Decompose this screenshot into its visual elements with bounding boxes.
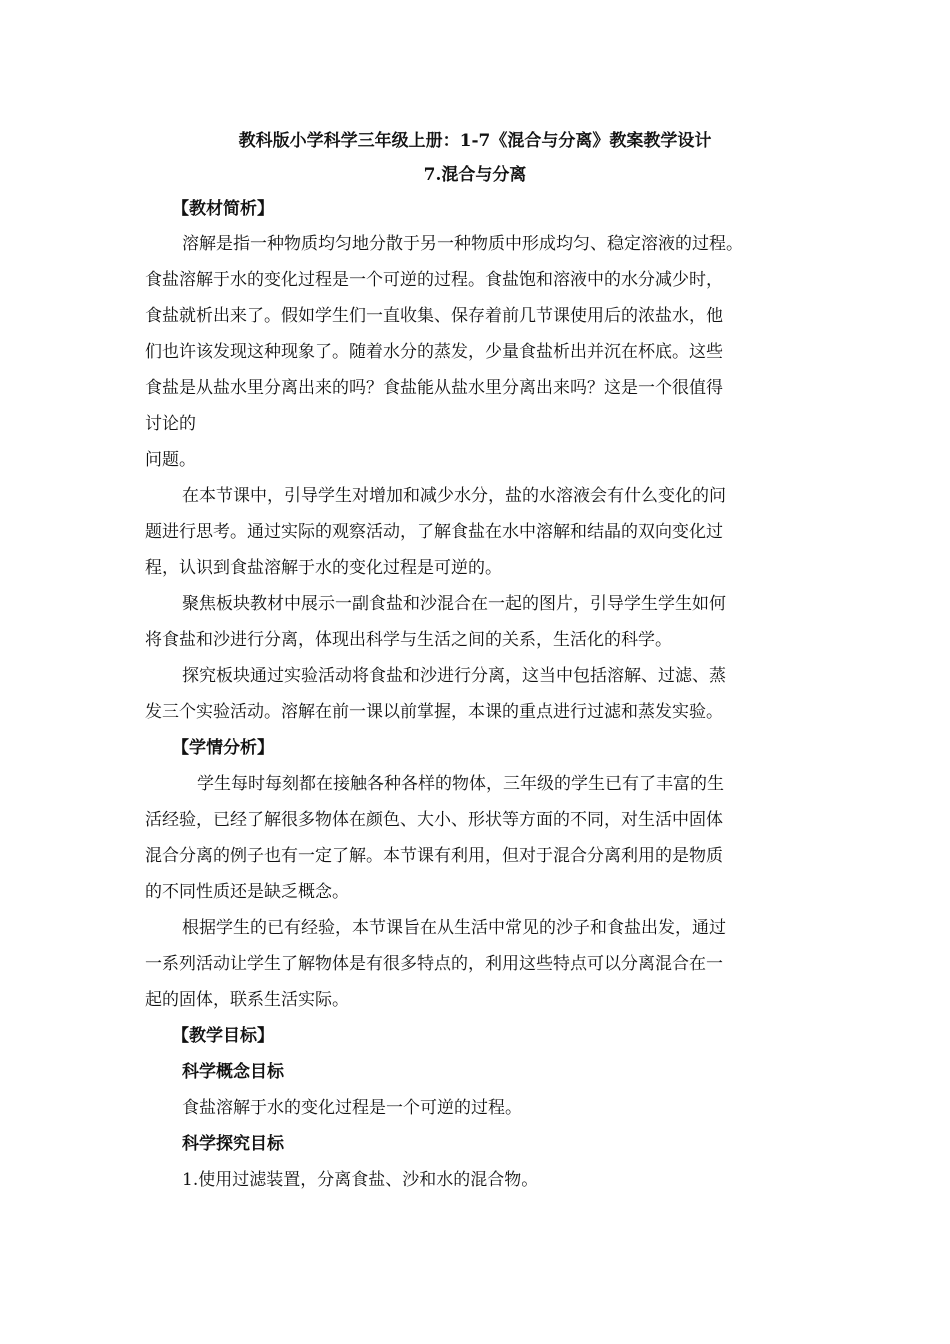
subheading-inquiry-goals: 科学探究目标 xyxy=(182,1134,284,1154)
paragraph-line: 程，认识到食盐溶解于水的变化过程是可逆的。 xyxy=(145,558,502,578)
paragraph-line: 活经验，已经了解很多物体在颜色、大小、形状等方面的不同，对生活中固体 xyxy=(145,810,723,830)
subheading-concept-goals: 科学概念目标 xyxy=(182,1062,284,1082)
paragraph-line: 题进行思考。通过实际的观察活动，了解食盐在水中溶解和结晶的双向变化过 xyxy=(145,522,723,542)
paragraph-line: 食盐溶解于水的变化过程是一个可逆的过程。 xyxy=(182,1098,522,1118)
paragraph-line: 们也许该发现这种现象了。随着水分的蒸发，少量食盐析出并沉在杯底。这些 xyxy=(145,342,723,362)
paragraph-line: 聚焦板块教材中展示一副食盐和沙混合在一起的图片，引导学生学生如何 xyxy=(182,594,726,614)
paragraph-line: 1.使用过滤装置，分离食盐、沙和水的混合物。 xyxy=(182,1170,539,1190)
paragraph-line: 的不同性质还是缺乏概念。 xyxy=(145,882,349,902)
paragraph-line: 混合分离的例子也有一定了解。本节课有利用，但对于混合分离利用的是物质 xyxy=(145,846,723,866)
paragraph-line: 一系列活动让学生了解物体是有很多特点的，利用这些特点可以分离混合在一 xyxy=(145,954,723,974)
document-subtitle: 7.混合与分离 xyxy=(423,165,527,185)
section-heading-teaching-goals: 【教学目标】 xyxy=(172,1026,274,1046)
section-heading-student-analysis: 【学情分析】 xyxy=(172,738,274,758)
paragraph-line: 在本节课中，引导学生对增加和减少水分，盐的水溶液会有什么变化的问 xyxy=(182,486,726,506)
paragraph-line: 食盐溶解于水的变化过程是一个可逆的过程。食盐饱和溶液中的水分减少时， xyxy=(145,270,723,290)
paragraph-line: 探究板块通过实验活动将食盐和沙进行分离，这当中包括溶解、过滤、蒸 xyxy=(182,666,726,686)
paragraph-line: 讨论的 xyxy=(145,414,196,434)
paragraph-line: 起的固体，联系生活实际。 xyxy=(145,990,349,1010)
paragraph-line: 溶解是指一种物质均匀地分散于另一种物质中形成均匀、稳定溶液的过程。 xyxy=(182,234,743,254)
paragraph-line: 问题。 xyxy=(145,450,196,470)
paragraph-line: 学生每时每刻都在接触各种各样的物体，三年级的学生已有了丰富的生 xyxy=(197,774,724,794)
paragraph-line: 根据学生的已有经验，本节课旨在从生活中常见的沙子和食盐出发，通过 xyxy=(182,918,726,938)
section-heading-textbook-analysis: 【教材简析】 xyxy=(172,199,274,219)
document-title: 教科版小学科学三年级上册：1-7《混合与分离》教案教学设计 xyxy=(238,131,712,151)
paragraph-line: 发三个实验活动。溶解在前一课以前掌握，本课的重点进行过滤和蒸发实验。 xyxy=(145,702,723,722)
paragraph-line: 食盐是从盐水里分离出来的吗？食盐能从盐水里分离出来吗？这是一个很值得 xyxy=(145,378,723,398)
paragraph-line: 将食盐和沙进行分离，体现出科学与生活之间的关系，生活化的科学。 xyxy=(145,630,672,650)
paragraph-line: 食盐就析出来了。假如学生们一直收集、保存着前几节课使用后的浓盐水，他 xyxy=(145,306,723,326)
